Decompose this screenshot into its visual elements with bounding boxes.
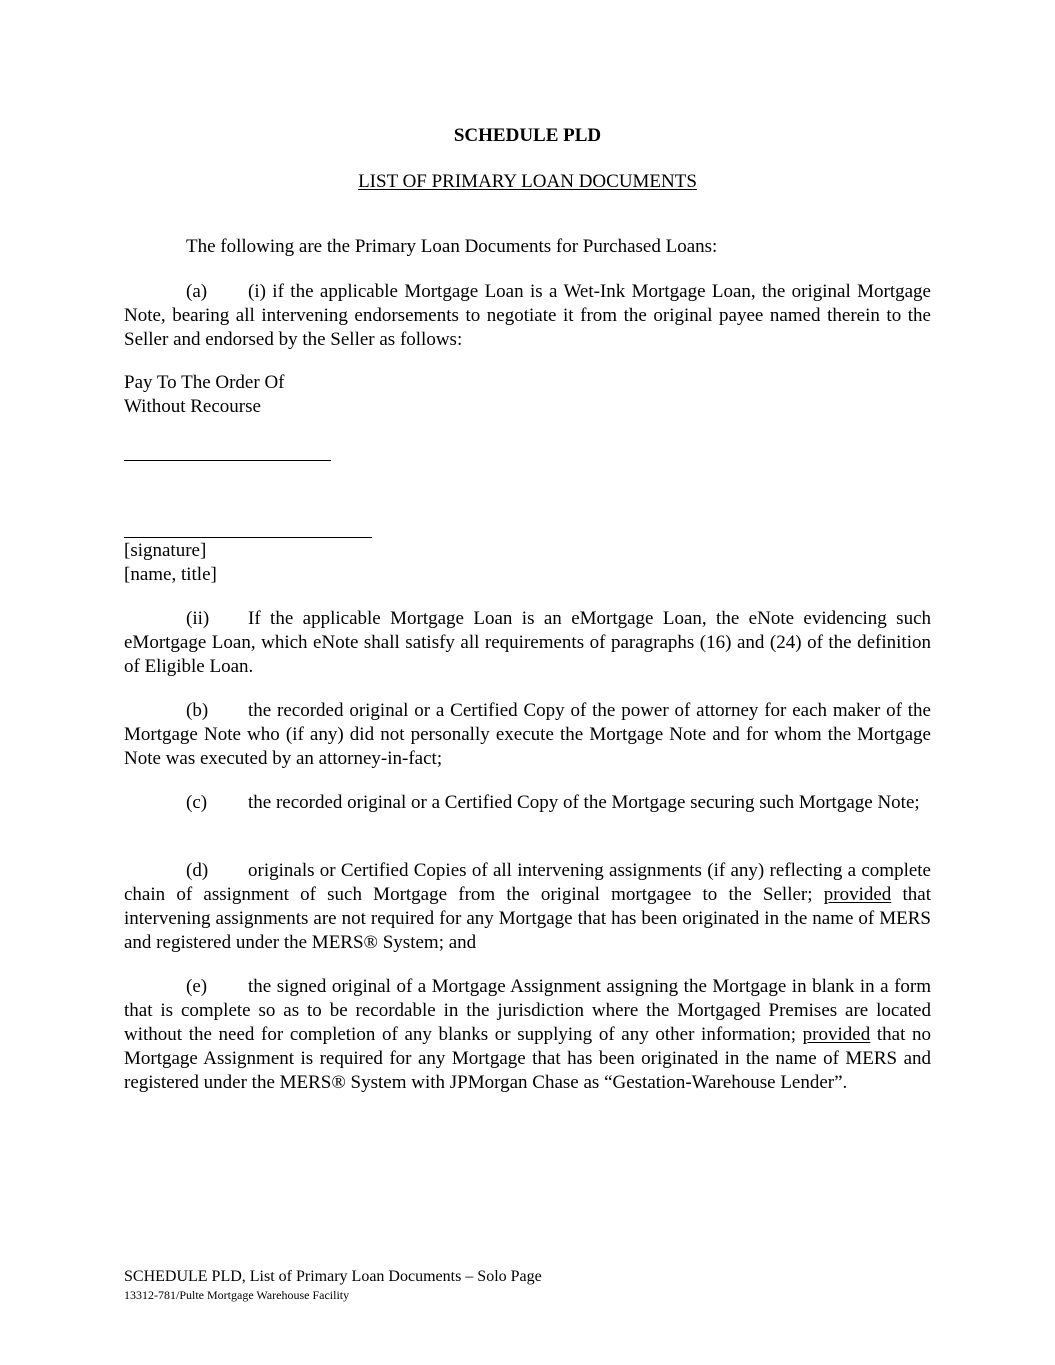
signature-line — [124, 537, 372, 538]
paragraph-a — [124, 280, 931, 352]
footer-reference: 13312-781/Pulte Mortgage Warehouse Facility — [124, 1288, 350, 1302]
paragraph-d-text-after: that intervening assignments are not required for any Mortgage that has been originated in the name of MERS and registered under the MERS® System; and — [124, 884, 931, 953]
paragraph-a-ii-label: (ii) — [186, 608, 210, 629]
paragraph-d-text-before: originals or Certified Copies of all intervening assignments (if any) reflecting a complete chain of assignment of such Mortgage from the original mortgagee to the Seller; — [124, 860, 931, 905]
paragraph-e-text-before: the signed original of a Mortgage Assignment assigning the Mortgage in blank in a form that is complete so as to be recordable in the jurisdiction where the Mortgaged Premises are located without the need for completion of any blanks or supplying of any other information; — [124, 976, 931, 1045]
paragraph-b — [124, 699, 931, 771]
paragraph-a-ii — [124, 607, 931, 679]
paragraph-a-text: (i) if the applicable Mortgage Loan is a Wet-Ink Mortgage Loan, the original Mortgage Note, bearing all intervening endorsements to negotiate it from the original payee named therein to the Seller and endorsed by the Seller as follows: — [124, 281, 931, 350]
name-title-placeholder: [name, title] — [124, 564, 217, 585]
paragraph-c-text: the recorded original or a Certified Copy of the Mortgage securing such Mortgage Note; — [248, 792, 920, 813]
paragraph-d-label: (d) — [186, 860, 209, 881]
schedule-subtitle: LIST OF PRIMARY LOAN DOCUMENTS — [358, 171, 697, 192]
paragraph-d-provided: provided — [823, 884, 892, 905]
paragraph-e-provided: provided — [802, 1024, 871, 1045]
paragraph-e-label: (e) — [186, 976, 208, 997]
blank-line — [124, 460, 331, 461]
schedule-title: SCHEDULE PLD — [453, 125, 602, 146]
paragraph-e-text-after: that no Mortgage Assignment is required for any Mortgage that has been originated in the name of MERS and registered under the MERS® System with JPMorgan Chase as “Gestation-Warehouse Lender”. — [124, 1024, 931, 1093]
endorsement-line-1: Pay To The Order Of — [124, 372, 285, 393]
intro-paragraph: The following are the Primary Loan Documents for Purchased Loans: — [186, 236, 718, 257]
paragraph-b-label: (b) — [186, 700, 209, 721]
paragraph-a-ii-text: If the applicable Mortgage Loan is an eMortgage Loan, the eNote evidencing such eMortgage Loan, which eNote shall satisfy all requirements of paragraphs (16) and (24) of the definition of Eligible Loan. — [124, 608, 931, 677]
paragraph-b-text: the recorded original or a Certified Copy of the power of attorney for each maker of the Mortgage Note who (if any) did not personally execute the Mortgage Note and for whom the Mortgage Note was executed by an attorney-in-fact; — [124, 700, 931, 769]
signature-placeholder: [signature] — [124, 540, 207, 561]
footer-title: SCHEDULE PLD, List of Primary Loan Documents – Solo Page — [124, 1268, 542, 1285]
paragraph-c — [124, 791, 931, 815]
paragraph-d — [124, 859, 931, 955]
paragraph-c-label: (c) — [186, 792, 208, 813]
paragraph-e — [124, 975, 931, 1095]
paragraph-a-label: (a) — [186, 281, 208, 302]
endorsement-line-2: Without Recourse — [124, 396, 261, 417]
